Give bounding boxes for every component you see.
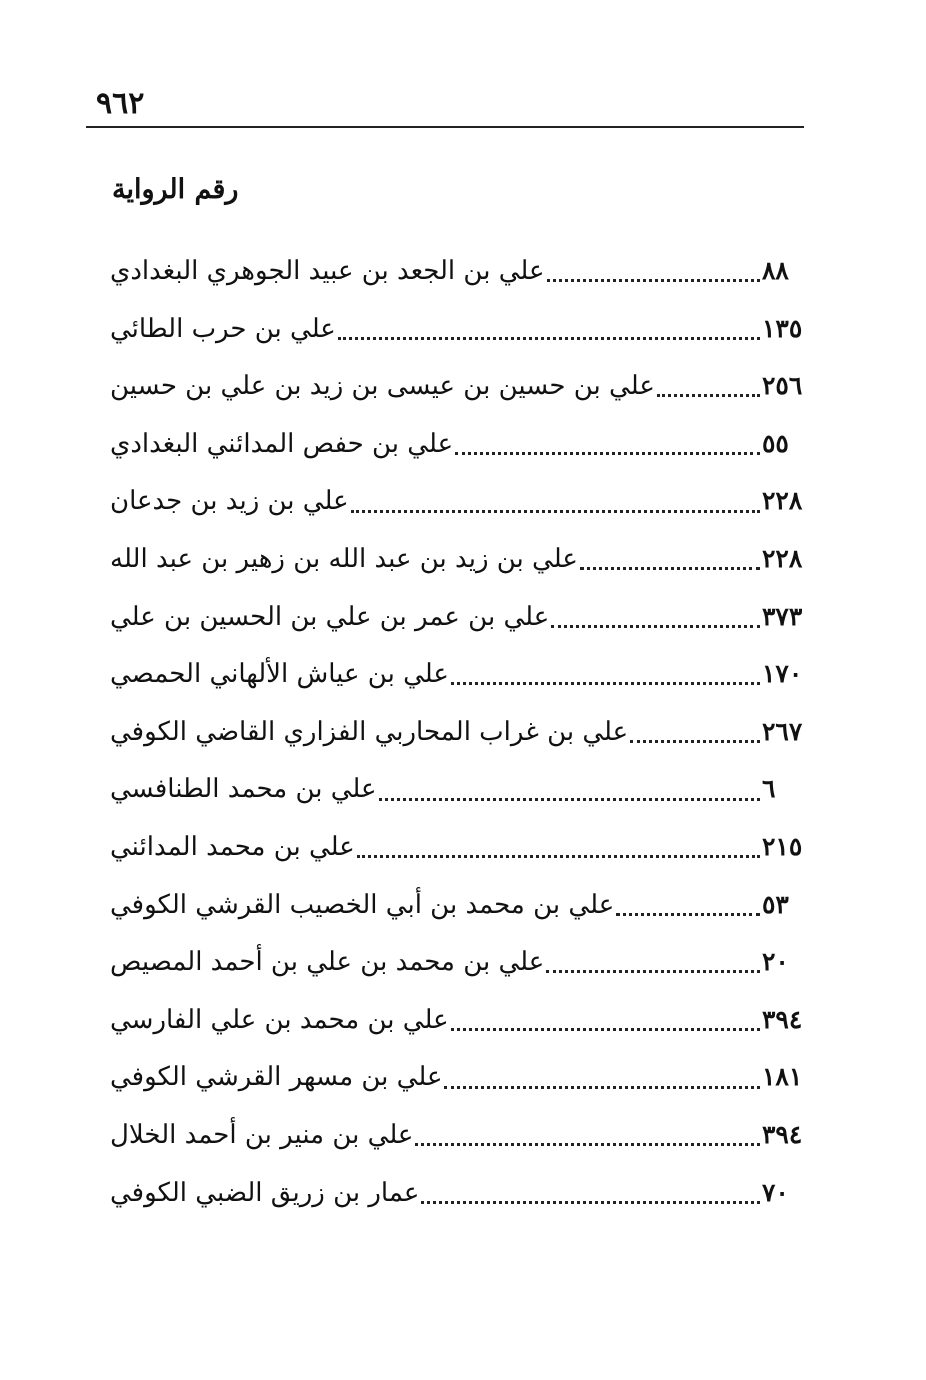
index-entry xyxy=(104,705,818,763)
header-rule xyxy=(86,126,804,128)
narrator-name: علي بن عمر بن علي بن الحسين بن علي xyxy=(110,601,550,632)
narration-number: ٨٨ xyxy=(762,256,789,285)
dot-leader xyxy=(451,1028,760,1031)
dot-leader xyxy=(547,279,760,282)
column-heading: رقم الرواية xyxy=(112,174,239,205)
narration-number: ٥٣ xyxy=(762,889,789,919)
index-entry xyxy=(104,647,818,705)
index-entry xyxy=(104,590,818,648)
dot-leader xyxy=(455,452,760,455)
dot-leader xyxy=(616,913,760,916)
dot-leader xyxy=(551,625,760,628)
dot-leader xyxy=(451,682,760,685)
dot-leader xyxy=(630,740,760,743)
index-entry xyxy=(104,1108,818,1166)
narrator-name: علي بن زيد بن جدعان xyxy=(110,486,349,517)
narrator-name: علي بن مسهر القرشي الكوفي xyxy=(110,1062,443,1093)
index-entry xyxy=(104,474,818,532)
dot-leader xyxy=(338,337,760,340)
dot-leader xyxy=(580,567,760,570)
dot-leader xyxy=(657,394,760,397)
index-entry xyxy=(104,820,818,878)
narration-number: ٧٠ xyxy=(762,1177,789,1207)
narration-number: ١٧٠ xyxy=(762,659,803,689)
index-entry xyxy=(104,762,818,820)
index-entry xyxy=(104,417,818,475)
narration-number: ٢٥٦ xyxy=(762,371,803,401)
narrator-name: علي بن منير بن أحمد الخلال xyxy=(110,1119,414,1150)
narrator-name: علي بن محمد بن أبي الخصيب القرشي الكوفي xyxy=(110,889,615,920)
index-entry xyxy=(104,1166,818,1224)
narrator-name: علي بن محمد بن علي بن أحمد المصيص xyxy=(110,947,545,978)
index-entry xyxy=(104,993,818,1051)
index-entry xyxy=(104,302,818,360)
narrator-index-list xyxy=(104,244,818,1223)
index-entry xyxy=(104,532,818,590)
narrator-name: علي بن محمد الطنافسي xyxy=(110,774,377,805)
index-entry xyxy=(104,359,818,417)
dot-leader xyxy=(421,1201,760,1204)
narration-number: ٦ xyxy=(762,774,776,804)
narration-number: ٢٢٨ xyxy=(762,543,803,573)
narrator-name: علي بن محمد بن علي الفارسي xyxy=(110,1004,449,1035)
index-entry xyxy=(104,1050,818,1108)
dot-leader xyxy=(546,970,760,973)
narration-number: ٢١٥ xyxy=(762,831,803,861)
page-number: ٩٦٢ xyxy=(96,86,145,121)
narrator-name: علي بن حرب الطائي xyxy=(110,313,336,344)
dot-leader xyxy=(379,798,760,801)
narration-number: ١٨١ xyxy=(762,1062,803,1092)
narration-number: ١٣٥ xyxy=(762,313,803,343)
narration-number: ٣٩٤ xyxy=(762,1119,803,1149)
index-entry xyxy=(104,935,818,993)
dot-leader xyxy=(415,1143,760,1146)
narration-number: ٥٥ xyxy=(762,428,789,458)
dot-leader xyxy=(444,1086,760,1089)
index-entry xyxy=(104,878,818,936)
narrator-name: علي بن حسين بن عيسى بن زيد بن علي بن حسين xyxy=(110,371,655,402)
narrator-name: عمار بن زريق الضبي الكوفي xyxy=(110,1177,420,1208)
narrator-name: علي بن الجعد بن عبيد الجوهري البغدادي xyxy=(110,256,545,286)
narrator-name: علي بن زيد بن عبد الله بن زهير بن عبد الله xyxy=(110,543,578,574)
narration-number: ٢٢٨ xyxy=(762,486,803,516)
dot-leader xyxy=(357,855,760,858)
narration-number: ٣٧٣ xyxy=(762,601,803,631)
narrator-name: علي بن محمد المدائني xyxy=(110,831,355,862)
narrator-name: علي بن غراب المحاربي الفزاري القاضي الكوفي xyxy=(110,716,629,747)
dot-leader xyxy=(351,510,760,513)
narration-number: ٣٩٤ xyxy=(762,1004,803,1034)
narration-number: ٢٠ xyxy=(762,947,789,977)
narrator-name: علي بن عياش الألهاني الحمصي xyxy=(110,659,449,690)
index-entry xyxy=(104,244,818,302)
narration-number: ٢٦٧ xyxy=(762,716,803,746)
narrator-name: علي بن حفص المدائني البغدادي xyxy=(110,428,454,459)
